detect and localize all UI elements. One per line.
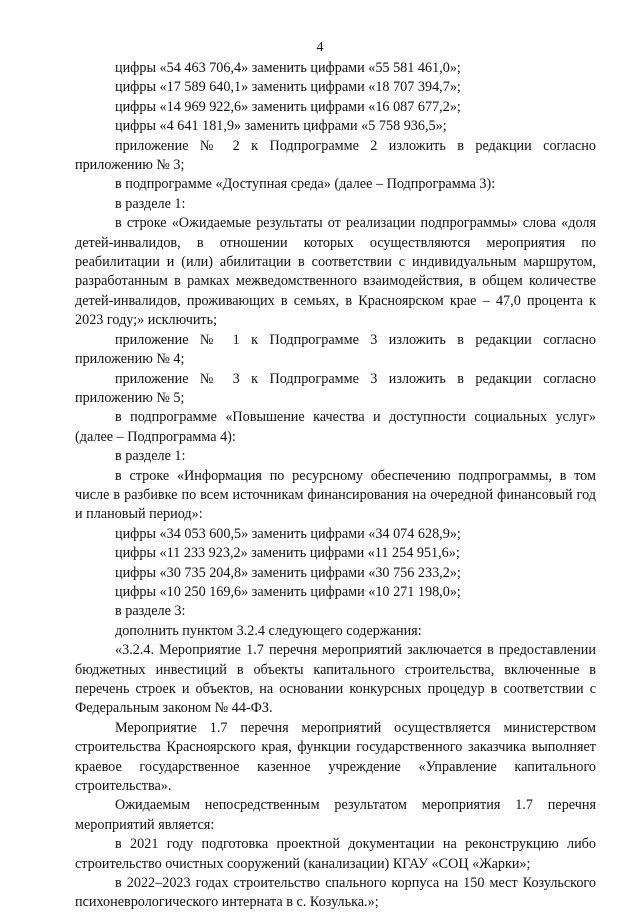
paragraph-section-1: в разделе 1: [115, 195, 186, 212]
paragraph-measure-executor: Мероприятие 1.7 перечня мероприятий осуществляется министерством строительства Красноярского края, функции государственного заказчика выполняет краевое государственное казенное учреждение «Управление капитального строительства». [75, 719, 596, 795]
paragraph-section-1-sub4: в разделе 1: [115, 448, 186, 465]
paragraph-appendix-2-subprogram-2: приложение № 2 к Подпрограмме 2 изложить в редакции согласно приложению № 3; [75, 137, 596, 174]
paragraph-appendix-3-subprogram-3: приложение № 3 к Подпрограмме 3 изложить в редакции согласно приложению № 5; [75, 370, 596, 406]
paragraph-result-2022-2023: в 2022–2023 годах строительство спального корпуса на 150 мест Козульского психоневрологического интерната в с. Козулька.»; [75, 875, 596, 911]
paragraph-section-3: в разделе 3: [115, 603, 186, 620]
paragraph-replace-figures-7: цифры «30 735 204,8» заменить цифрами «30 756 233,2»; [115, 564, 461, 581]
paragraph-subprogram-4-heading: в подпрограмме «Повышение качества и доступности социальных услуг» (далее – Подпрограмма 4): [75, 409, 596, 445]
paragraph-clause-3-2-4: «3.2.4. Мероприятие 1.7 перечня мероприятий заключается в предоставлении бюджетных инвестиций в объекты капитального строительства, включенные в перечень строек и объектов, на основании конкурсных процедур в соответствии с Федеральным законом № 44-ФЗ. [75, 642, 596, 717]
paragraph-replace-figures-2: цифры «17 589 640,1» заменить цифрами «18 707 394,7»; [115, 79, 461, 96]
paragraph-expected-result-intro: Ожидаемым непосредственным результатом мероприятия 1.7 перечня мероприятий является: [75, 797, 596, 833]
paragraph-replace-figures-6: цифры «11 233 923,2» заменить цифрами «11 254 951,6»; [115, 545, 460, 562]
paragraph-appendix-1-subprogram-3: приложение № 1 к Подпрограмме 3 изложить в редакции согласно приложению № 4; [75, 331, 596, 368]
paragraph-replace-figures-5: цифры «34 053 600,5» заменить цифрами «34 074 628,9»; [115, 525, 461, 542]
paragraph-replace-figures-8: цифры «10 250 169,6» заменить цифрами «10 271 198,0»; [115, 583, 461, 600]
paragraph-replace-figures-3: цифры «14 969 922,6» заменить цифрами «16 087 677,2»; [115, 98, 461, 115]
paragraph-replace-figures-4: цифры «4 641 181,9» заменить цифрами «5 758 936,5»; [115, 118, 447, 135]
paragraph-replace-figures-1: цифры «54 463 706,4» заменить цифрами «55 581 461,0»; [115, 60, 461, 76]
paragraph-result-2021: в 2021 году подготовка проектной документации на реконструкцию либо строительство очистных сооружений (канализации) КГАУ «СОЦ «Жарки»; [75, 836, 596, 872]
paragraph-subprogram-3-heading: в подпрограмме «Доступная среда» (далее – Подпрограмма 3): [115, 176, 496, 193]
paragraph-add-clause: дополнить пунктом 3.2.4 следующего содержания: [115, 622, 422, 639]
paragraph-resource-info: в строке «Информация по ресурсному обеспечению подпрограммы, в том числе в разбивке по всем источникам финансирования на очередной финансовый год и плановый период»: [75, 467, 596, 523]
document-body [75, 59, 596, 913]
paragraph-expected-results: в строке «Ожидаемые результаты от реализации подпрограммы» слова «доля детей-инвалидов, в отношении которых осуществляются мероприятия по реабилитации и (или) абилитации в соответствии с индивидуальным маршрутом, разработанным в рамках межведомственного взаимодействия, в общем количестве детей-инвалидов, проживающих в семьях, в Красноярском крае – 47,0 процента к 2023 году;» исключить; [75, 215, 596, 329]
page-number: 4 [316, 40, 324, 55]
